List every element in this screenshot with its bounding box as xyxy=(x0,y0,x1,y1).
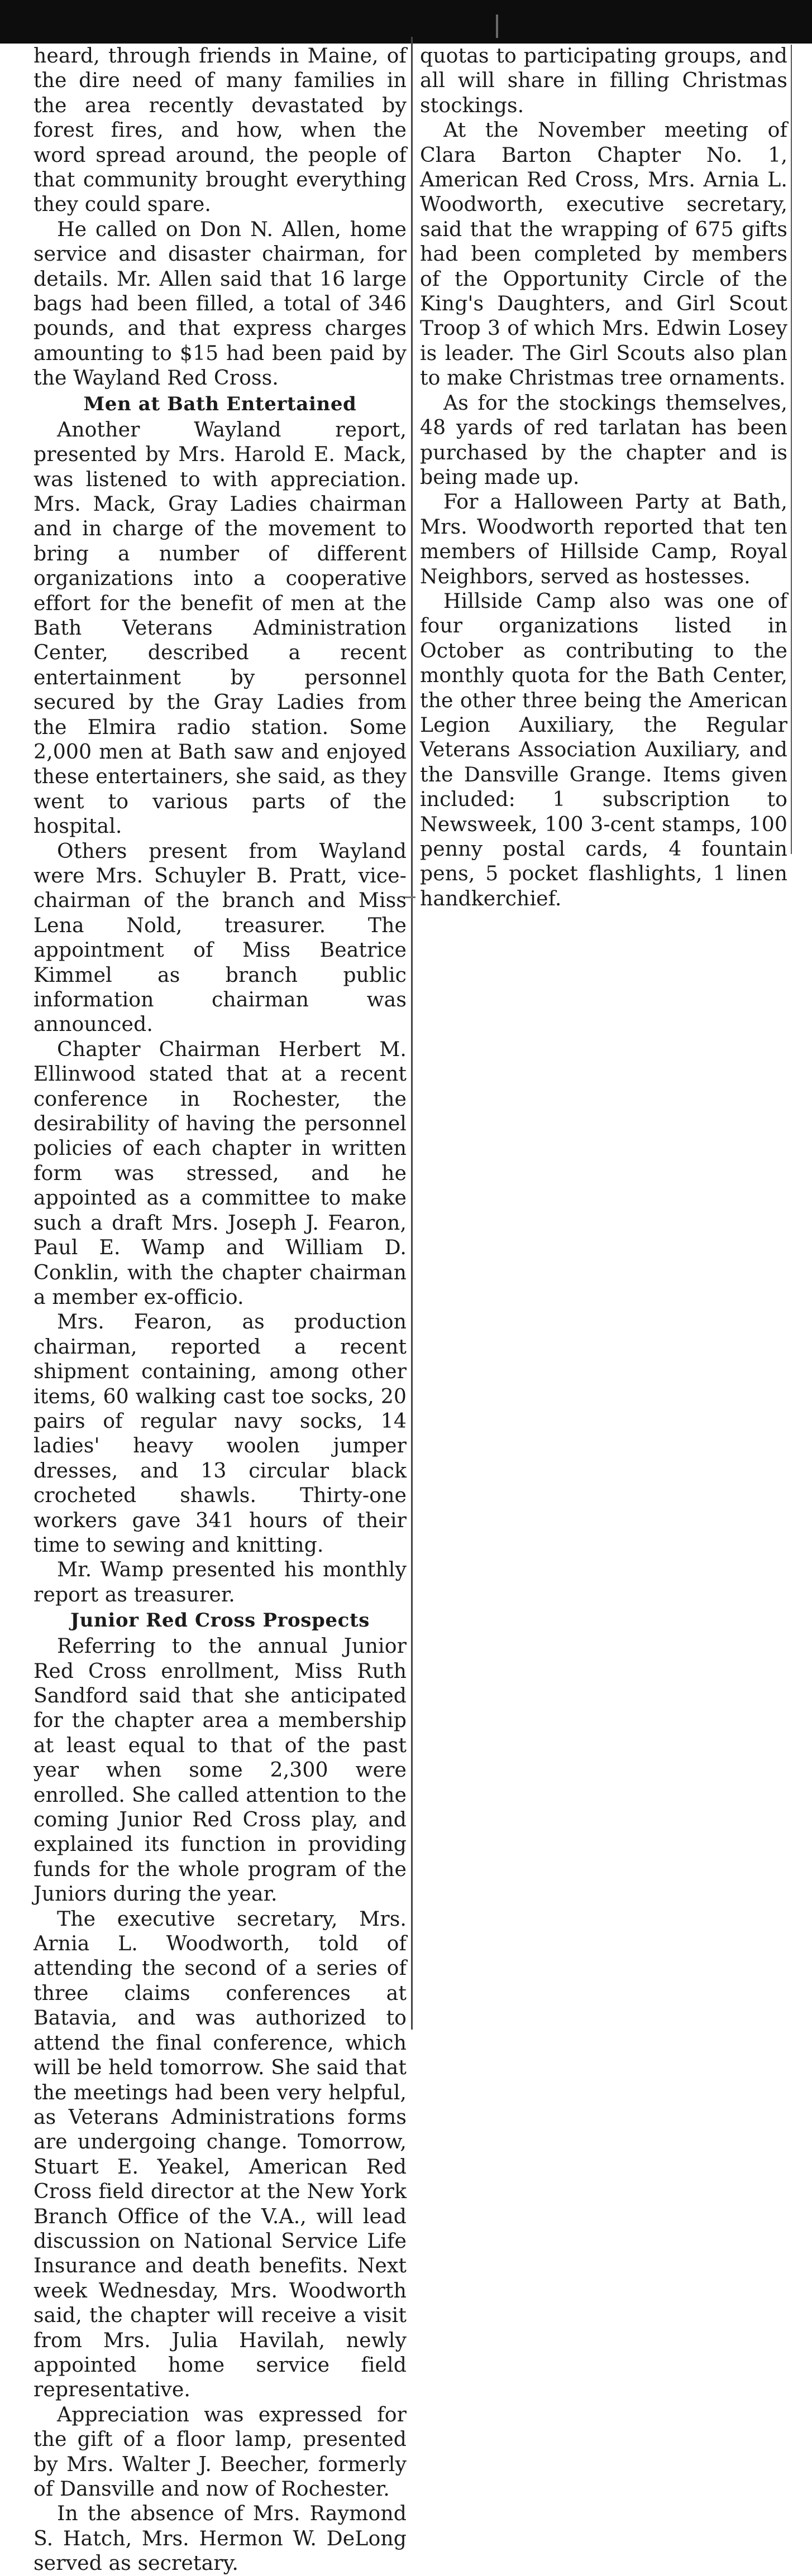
section-heading-bath: Men at Bath Entertained xyxy=(83,392,357,415)
paragraph: The executive secretary, Mrs. Arnia L. Woodworth, told of attending the second of a series of three claims conferences at Batavia, and was authorized to attend the final conference, which will be held tomorrow. She said that the meetings had been very helpful, as Veterans Administrations forms are undergoing change. Tomorrow, Stuart E. Yeakel, American Red Cross field director at the New York Branch Office of the V.A., will lead discussion on National Service Life Insurance and death benefits. Next week Wednesday, Mrs. Woodworth said, the chapter will receive a visit from Mrs. Julia Havilah, newly appointed home service field representative. xyxy=(34,1906,407,2402)
paragraph: At the November meeting of Clara Barton Chapter No. 1, American Red Cross, Mrs. Arnia L. Woodworth, executive secretary, said that the wrapping of 675 gifts had been completed by members of the Opportunity Circle of the King's Daughters, and Girl Scout Troop 3 of which Mrs. Edwin Losey is leader. The Girl Scouts also plan to make Christmas tree ornaments. xyxy=(420,118,787,390)
paragraph: Chapter Chairman Herbert M. Ellinwood stated that at a recent conference in Rochester, the desirability of having the personnel policies of each chapter in written form was stressed, and he appointed as a committee to make such a draft Mrs. Joseph J. Fearon, Paul E. Wamp and William D. Conklin, with the chapter chairman a member ex-officio. xyxy=(34,1037,407,1309)
top-mark xyxy=(496,15,498,38)
paragraph: For a Halloween Party at Bath, Mrs. Woodworth reported that ten members of Hillside Camp, Royal Neighbors, served as hostesses. xyxy=(420,490,787,588)
paragraph: heard, through friends in Maine, of the dire need of many families in the area recently devastated by forest fires, and how, when the word spread around, the people of that community brought everything they could spare. xyxy=(34,44,407,217)
paragraph: Hillside Camp also was one of four organizations listed in October as contributing to the monthly quota for the Bath Center, the other three being the American Legion Auxiliary, the Regular Veterans Association Auxiliary, and the Dansville Grange. Items given included: 1 subscription to Newsweek, 100 3-cent stamps, 100 penny postal cards, 4 fountain pens, 5 pocket flashlights, 1 linen handkerchief. xyxy=(420,588,787,910)
paragraph: Mrs. Fearon, as production chairman, reported a recent shipment containing, among other items, 60 walking cast toe socks, 20 pairs of regular navy socks, 14 ladies' heavy woolen jumper dresses, and 13 circular black crocheted shawls. Thirty-one workers gave 341 hours of their time to sewing and knitting. xyxy=(34,1309,407,1557)
paragraph: Referring to the annual Junior Red Cross enrollment, Miss Ruth Sandford said that she anticipated for the chapter area a membership at least equal to that of the past year when some 2,300 were enrolled. She called attention to the coming Junior Red Cross play, and explained its function in providing funds for the whole program of the Juniors during the year. xyxy=(34,1634,407,1906)
section-heading-junior: Junior Red Cross Prospects xyxy=(70,1609,370,1632)
paragraph: As for the stockings themselves, 48 yards of red tarlatan has been purchased by the chapter and is being made up. xyxy=(420,390,787,489)
paragraph: Another Wayland report, presented by Mrs. Harold E. Mack, was listened to with appreciation. Mrs. Mack, Gray Ladies chairman and in charge of the movement to bring a number of different organizations into a cooperative effort for the benefit of men at the Bath Veterans Administration Center, described a recent entertainment by personnel secured by the Gray Ladies from the Elmira radio station. Some 2,000 men at Bath saw and enjoyed these entertainers, she said, as they went to various parts of the hospital. xyxy=(34,417,407,838)
right-edge-rule xyxy=(791,45,792,854)
paragraph: He called on Don N. Allen, home service and disaster chairman, for details. Mr. Allen said that 16 large bags had been filled, a total of 346 pounds, and that express charges amounting to $15 had been paid by the Wayland Red Cross. xyxy=(34,217,407,390)
paragraph: In the absence of Mrs. Raymond S. Hatch, Mrs. Hermon W. DeLong served as secretary. xyxy=(34,2501,407,2575)
column-divider xyxy=(411,37,413,2030)
left-column xyxy=(34,44,407,2576)
paragraph: quotas to participating groups, and all will share in filling Christmas stockings. xyxy=(420,44,787,117)
paragraph: Mr. Wamp presented his monthly report as treasurer. xyxy=(34,1557,407,1606)
paragraph: Others present from Wayland were Mrs. Schuyler B. Pratt, vice-chairman of the branch and Miss Lena Nold, treasurer. The appointment of Miss Beatrice Kimmel as branch public information chairman was announced. xyxy=(34,838,407,1037)
paragraph: Appreciation was expressed for the gift of a floor lamp, presented by Mrs. Walter J. Beecher, formerly of Dansville and now of Rochester. xyxy=(34,2402,407,2501)
right-column xyxy=(420,44,787,911)
top-black-band xyxy=(0,0,812,44)
